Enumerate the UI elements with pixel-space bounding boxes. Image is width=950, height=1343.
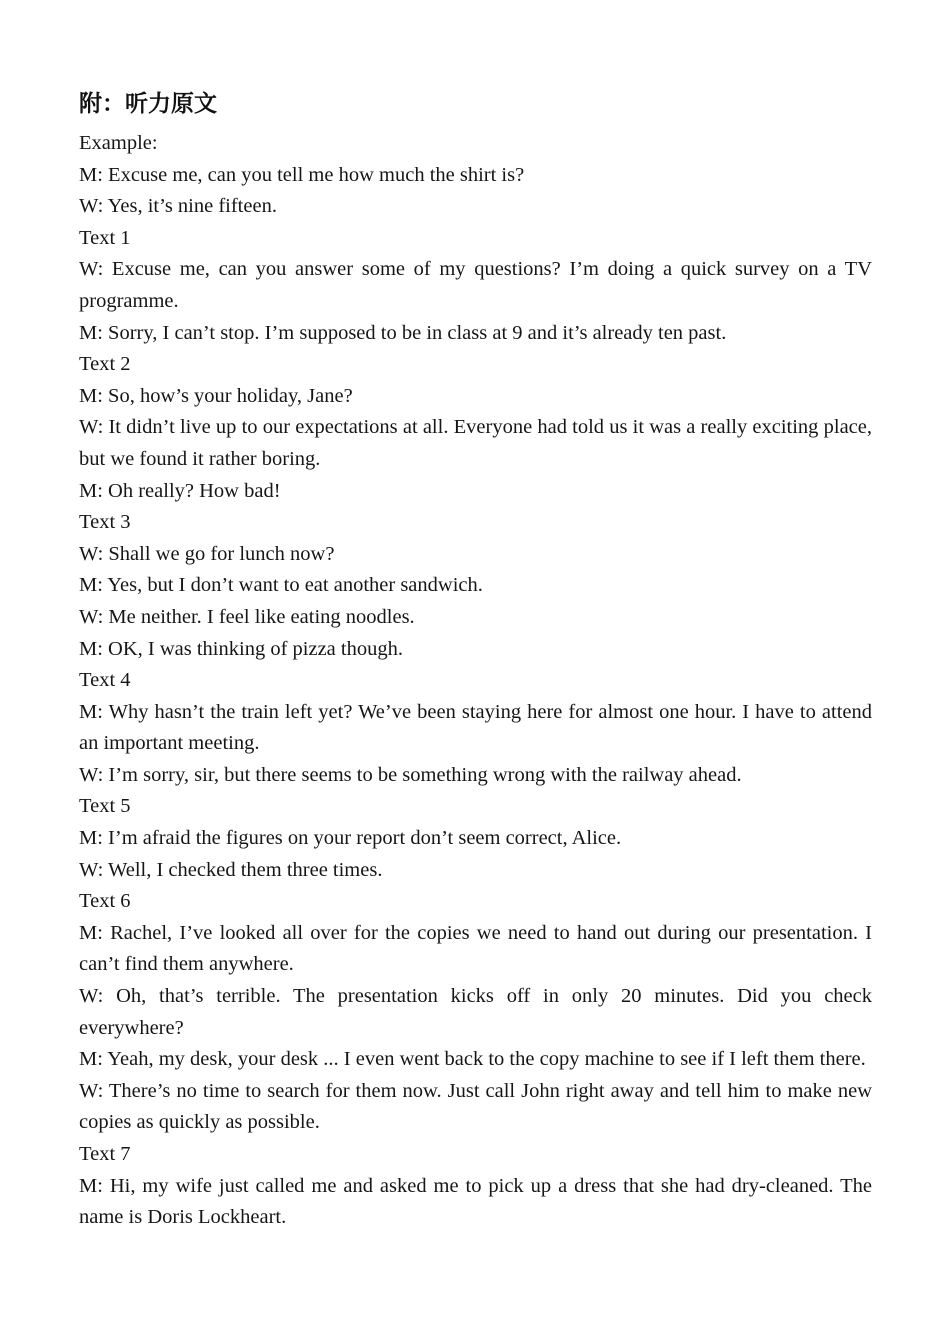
transcript-line: W: Excuse me, can you answer some of my questions? I’m doing a quick survey on a TV programme.: [79, 258, 872, 312]
transcript-body: [79, 128, 872, 1234]
transcript-line: M: I’m afraid the figures on your report don’t seem correct, Alice.: [79, 827, 622, 850]
transcript-line: M: OK, I was thinking of pizza though.: [79, 637, 403, 660]
transcript-line: M: Yeah, my desk, your desk ... I even went back to the copy machine to see if I left them there.: [79, 1048, 866, 1071]
transcript-line: M: Why hasn’t the train left yet? We’ve been staying here for almost one hour. I have to attend an important meeting.: [79, 700, 872, 755]
transcript-line: W: It didn’t live up to our expectations at all. Everyone had told us it was a really exciting place, but we found it rather boring.: [79, 416, 872, 470]
page-heading: 附：听力原文: [79, 90, 217, 117]
transcript-line: W: There’s no time to search for them now. Just call John right away and tell him to make new copies as quickly as possible.: [79, 1079, 872, 1134]
transcript-line: Example:: [79, 132, 158, 154]
transcript-line: M: Sorry, I can’t stop. I’m supposed to be in class at 9 and it’s already ten past.: [79, 321, 727, 344]
transcript-line: W: Oh, that’s terrible. The presentation kicks off in only 20 minutes. Did you check everywhere?: [79, 985, 872, 1039]
section-label: Text 4: [79, 669, 131, 692]
document-page: [79, 86, 872, 1234]
section-label: Text 5: [79, 795, 131, 818]
transcript-line: M: Yes, but I don’t want to eat another sandwich.: [79, 574, 483, 597]
transcript-line: M: Hi, my wife just called me and asked me to pick up a dress that she had dry-cleaned. The name is Doris Lockheart.: [79, 1174, 872, 1229]
transcript-line: W: I’m sorry, sir, but there seems to be something wrong with the railway ahead.: [79, 763, 742, 786]
section-label: Text 7: [79, 1143, 131, 1165]
section-label: Text 1: [79, 226, 131, 249]
section-label: Text 6: [79, 890, 131, 913]
transcript-line: M: So, how’s your holiday, Jane?: [79, 384, 353, 407]
transcript-line: M: Rachel, I’ve looked all over for the copies we need to hand out during our presentation. I can’t find them anywhere.: [79, 921, 872, 976]
section-label: Text 2: [79, 353, 131, 376]
transcript-line: W: Well, I checked them three times.: [79, 858, 383, 881]
transcript-line: W: Shall we go for lunch now?: [79, 542, 335, 565]
transcript-line: M: Excuse me, can you tell me how much the shirt is?: [79, 163, 525, 186]
transcript-line: M: Oh really? How bad!: [79, 479, 281, 502]
transcript-line: W: Yes, it’s nine fifteen.: [79, 195, 277, 218]
section-label: Text 3: [79, 511, 131, 534]
transcript-line: W: Me neither. I feel like eating noodles.: [79, 605, 415, 628]
